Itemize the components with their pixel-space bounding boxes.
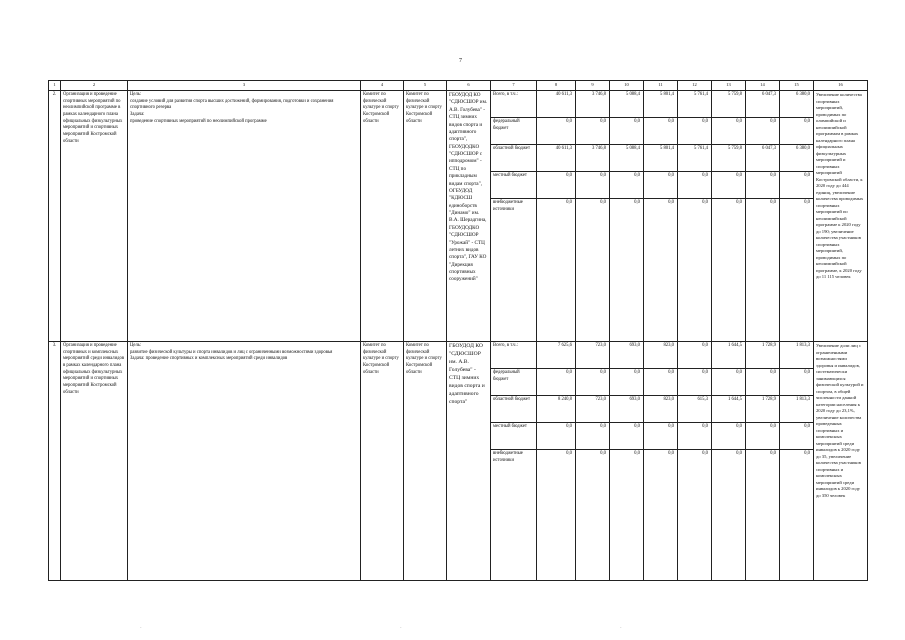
funding-value-cell: 0,0 <box>644 118 678 145</box>
funding-value-cell: 0,0 <box>746 118 780 145</box>
responsible-executor-cell: Комитет по физической культуре и спорту Костромской области <box>361 342 404 581</box>
goals-cell: Цель: создание условий для развития спорта высших достижений, формирования, подготовки и сохранения спортивного резерва Задача: проведение спортивных мероприятий по неолимпийской программе <box>128 91 361 342</box>
funding-value-cell: 3 746,8 <box>576 91 610 118</box>
event-name-cell: Организация и проведение спортивных и комплексных мероприятий среди инвалидов в рамках календарного плана официальных физкультурных мероприятий и спортивных мероприятий Костромской области <box>61 342 128 581</box>
funding-value-cell: 0,0 <box>644 199 678 342</box>
funding-value-cell: 5 801,4 <box>644 145 678 172</box>
funding-value-cell: 5 088,4 <box>610 145 644 172</box>
participants-cell: ГБОУДОД КО "СДЮСШОР им. А.В. Голубева" - СТЦ зимних видов спорта и адаптивного спорта", ГБОУДОДКО "СДЮСШОР с ипподромом" - СТЦ по прикладным видам спорта", ОГБУДОД "КДЮСШ единоборств "Динамо" им. В.А. Шерадгина, ГБОУДОДКО "СДЮСШОР "Урожай" - СТЦ летних видов спорта", ГАУ КО "Дирекция спортивных сооружений" <box>447 91 491 342</box>
funding-source-cell: федеральный бюджет <box>491 369 537 396</box>
column-number-8: 8 <box>537 81 576 91</box>
funding-value-cell: 0,0 <box>644 423 678 450</box>
funding-value-cell: 6 380,0 <box>780 145 814 172</box>
funding-value-cell: 5 761,4 <box>678 145 712 172</box>
funding-value-cell: 5 761,4 <box>678 91 712 118</box>
funding-source-cell: федеральный бюджет <box>491 118 537 145</box>
funding-value-cell: 0,0 <box>610 172 644 199</box>
funding-value-cell: 1 728,9 <box>746 342 780 369</box>
scan-artifact: ` <box>400 628 402 633</box>
funding-source-cell: Всего, в т.ч.: <box>491 91 537 118</box>
funding-value-cell: 823,0 <box>644 396 678 423</box>
funding-value-cell: 0,0 <box>780 199 814 342</box>
funding-value-cell: 6 047,3 <box>746 145 780 172</box>
funding-value-cell: 0,0 <box>537 199 576 342</box>
funding-value-cell: 0,0 <box>537 450 576 581</box>
column-number-11: 11 <box>644 81 678 91</box>
funding-value-cell: 0,0 <box>678 199 712 342</box>
funding-source-cell: внебюджетные источники <box>491 450 537 581</box>
funding-value-cell: 0,0 <box>678 172 712 199</box>
funding-value-cell: 0,0 <box>712 118 746 145</box>
row-2-group <box>49 91 868 342</box>
funding-value-cell: 0,0 <box>610 450 644 581</box>
page-number: 7 <box>459 58 462 64</box>
funding-value-cell: 723,0 <box>576 396 610 423</box>
funding-source-cell: Всего, в т.ч.: <box>491 342 537 369</box>
goals-cell: Цель: развитие физической культуры и спорта инвалидов и лиц с ограниченными возможностями здоровья Задача: проведение спортивных и комплексных мероприятий среди инвалидов <box>128 342 361 581</box>
funding-value-cell: 0,0 <box>644 450 678 581</box>
funding-value-cell: 1 813,3 <box>780 342 814 369</box>
funding-value-cell: 0,0 <box>678 118 712 145</box>
column-number-6: 6 <box>447 81 491 91</box>
funding-value-cell: 0,0 <box>644 172 678 199</box>
funding-value-cell: 0,0 <box>610 199 644 342</box>
expected-results-cell: Увеличение доли лиц с ограниченными возможностями здоровья и инвалидов, систематически занимающихся физической культурой и спортом, в общей численности данной категории населения к 2020 году до 23,1%, увеличение количества проведенных спортивных и комплексных мероприятий среди инвалидов к 2020 году до 35, увеличение количества участников спортивных и комплексных мероприятий среди инвалидов к 2020 году до 350 человек <box>814 342 868 581</box>
funding-value-cell: 0,0 <box>576 118 610 145</box>
column-number-12: 12 <box>678 81 712 91</box>
funding-value-cell: 0,0 <box>746 423 780 450</box>
participants-cell: ГБОУДОД КО "СДЮСШОР им. А.В. Голубева" - СТЦ зимних видов спорта и адаптивного спорта" <box>447 342 491 581</box>
column-number-row <box>49 81 868 91</box>
funding-value-cell: 6 380,0 <box>780 91 814 118</box>
funding-value-cell: 0,0 <box>576 369 610 396</box>
funding-value-cell: 1 644,5 <box>712 396 746 423</box>
funding-source-cell: областной бюджет <box>491 145 537 172</box>
funding-value-cell: 0,0 <box>712 199 746 342</box>
funding-value-cell: 0,0 <box>780 450 814 581</box>
funding-value-cell: 0,0 <box>712 369 746 396</box>
funding-value-cell: 0,0 <box>780 423 814 450</box>
funding-value-cell: 615,3 <box>678 396 712 423</box>
column-number-15: 15 <box>780 81 814 91</box>
funding-value-cell: 0,0 <box>712 450 746 581</box>
funding-value-cell: 0,0 <box>537 172 576 199</box>
funding-value-cell: 0,0 <box>678 450 712 581</box>
funding-value-cell: 823,0 <box>644 342 678 369</box>
funding-value-cell: 0,0 <box>780 172 814 199</box>
funding-value-cell: 0,0 <box>537 369 576 396</box>
funding-value-cell: 0,0 <box>678 369 712 396</box>
funding-value-cell: 0,0 <box>537 423 576 450</box>
funding-value-cell: 1 728,9 <box>746 396 780 423</box>
row-number: 3. <box>49 342 61 581</box>
co-executor-cell: Комитет по физической культуре и спорту Костромской области <box>404 342 447 581</box>
row-number: 2. <box>49 91 61 342</box>
funding-value-cell: 0,0 <box>576 450 610 581</box>
responsible-executor-cell: Комитет по физической культуре и спорту Костромской области <box>361 91 404 342</box>
funding-value-cell: 693,0 <box>610 396 644 423</box>
funding-value-cell: 723,0 <box>576 342 610 369</box>
funding-value-cell: 0,0 <box>780 369 814 396</box>
expected-results-cell: Увеличение количества спортивных мероприятий, проводимых по олимпийской и неолимпийской программам в рамках календарного плана официальных физкультурных мероприятий и спортивных мероприятий Костромской области, к 2020 году до 444 единиц, увеличение количества проводимых спортивных мероприятий по неолимпийской программе к 2020 году до 190; увеличение количества участников спортивных мероприятий, проводимых по неолимпийской программе, к 2020 году до 11 115 человек <box>814 91 868 342</box>
column-number-16: 16 <box>814 81 868 91</box>
funding-value-cell: 1 813,3 <box>780 396 814 423</box>
funding-value-cell: 5 759,8 <box>712 145 746 172</box>
co-executor-cell: Комитет по физической культуре и спорту Костромской области <box>404 91 447 342</box>
event-name-cell: Организация и проведение спортивных мероприятий по неолимпийской программе в рамках календарного плана официальных физкультурных мероприятий и спортивных мероприятий Костромской области <box>61 91 128 342</box>
funding-value-cell: 0,0 <box>576 423 610 450</box>
column-number-13: 13 <box>712 81 746 91</box>
funding-value-cell: 0,0 <box>610 118 644 145</box>
funding-value-cell: 693,0 <box>610 342 644 369</box>
funding-source-cell: областной бюджет <box>491 396 537 423</box>
funding-value-cell: 3 746,8 <box>576 145 610 172</box>
column-number-2: 2 <box>61 81 128 91</box>
funding-value-cell: 0,0 <box>678 342 712 369</box>
funding-value-cell: 6 047,3 <box>746 91 780 118</box>
funding-value-cell: 0,0 <box>576 199 610 342</box>
scan-artifact: ` <box>140 628 142 633</box>
funding-value-cell: 0,0 <box>678 423 712 450</box>
funding-source-cell: внебюджетные источники <box>491 199 537 342</box>
column-number-4: 4 <box>361 81 404 91</box>
funding-value-cell: 0,0 <box>644 369 678 396</box>
column-number-10: 10 <box>610 81 644 91</box>
column-number-1: 1 <box>49 81 61 91</box>
funding-value-cell: 0,0 <box>780 118 814 145</box>
column-number-3: 3 <box>128 81 361 91</box>
funding-value-cell: 40 611,3 <box>537 145 576 172</box>
funding-value-cell: 5 801,4 <box>644 91 678 118</box>
funding-value-cell: 8 240,8 <box>537 396 576 423</box>
scan-artifact: ` <box>620 628 622 633</box>
funding-value-cell: 0,0 <box>712 423 746 450</box>
funding-value-cell: 7 625,6 <box>537 342 576 369</box>
funding-value-cell: 0,0 <box>610 423 644 450</box>
funding-value-cell: 1 644,5 <box>712 342 746 369</box>
funding-value-cell: 0,0 <box>576 172 610 199</box>
funding-value-cell: 40 611,3 <box>537 91 576 118</box>
funding-value-cell: 0,0 <box>712 172 746 199</box>
funding-value-cell: 0,0 <box>746 450 780 581</box>
row-3-group <box>49 342 868 581</box>
column-number-7: 7 <box>491 81 537 91</box>
program-table <box>48 80 868 581</box>
funding-value-cell: 0,0 <box>746 369 780 396</box>
funding-subrow <box>49 342 868 369</box>
funding-value-cell: 0,0 <box>746 172 780 199</box>
funding-subrow <box>49 91 868 118</box>
funding-value-cell: 0,0 <box>610 369 644 396</box>
funding-source-cell: местный бюджет <box>491 172 537 199</box>
column-number-9: 9 <box>576 81 610 91</box>
funding-source-cell: местный бюджет <box>491 423 537 450</box>
funding-value-cell: 0,0 <box>746 199 780 342</box>
funding-value-cell: 5 759,8 <box>712 91 746 118</box>
funding-value-cell: 5 088,4 <box>610 91 644 118</box>
funding-value-cell: 0,0 <box>537 118 576 145</box>
column-number-14: 14 <box>746 81 780 91</box>
column-number-5: 5 <box>404 81 447 91</box>
